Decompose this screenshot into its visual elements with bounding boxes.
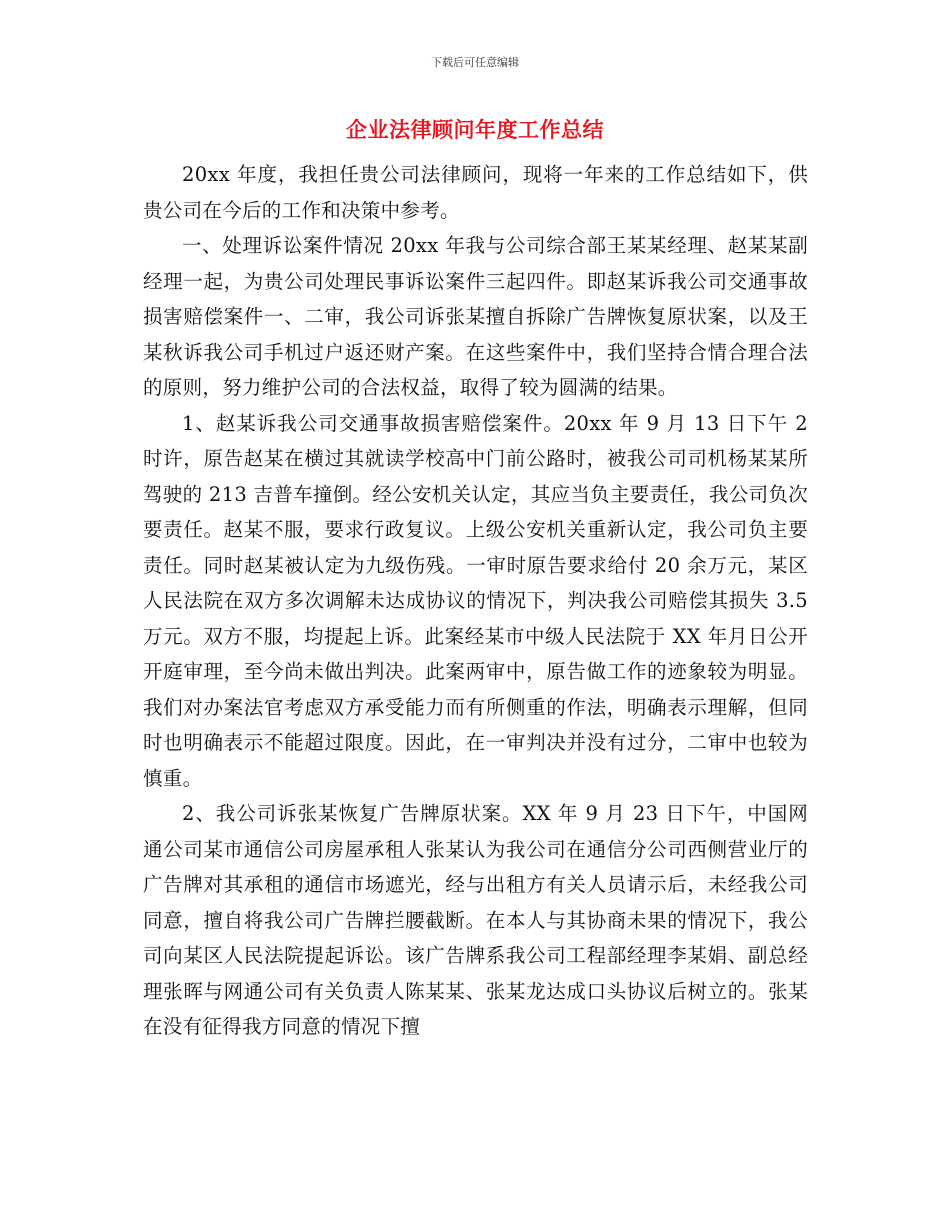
header-note: 下载后可任意编辑 xyxy=(431,56,519,69)
paragraph-section-1: 一、处理诉讼案件情况 20xx 年我与公司综合部王某某经理、赵某某副经理一起，为贵公司处理民事诉讼案件三起四件。即赵某诉我公司交通事故损害赔偿案件一、二审，我公司诉张某擅自拆除广告牌恢复原状案，以及王某秋诉我公司手机过户返还财产案。在这些案件中，我们坚持合情合理合法的原则，努力维护公司的合法权益，取得了较为圆满的结果。 xyxy=(143,234,808,399)
paragraph-case-2: 2、我公司诉张某恢复广告牌原状案。XX 年 9 月 23 日下午，中国网通公司某市通信公司房屋承租人张某认为我公司在通信分公司西侧营业厅的广告牌对其承租的通信市场遮光，经与出租方有关人员请示后，未经我公司同意，擅自将我公司广告牌拦腰截断。在本人与其协商未果的情况下，我公司向某区人民法院提起诉讼。该广告牌系我公司工程部经理李某娟、副总经理张晖与网通公司有关负责人陈某某、张某龙达成口头协议后树立的。张某在没有征得我方同意的情况下擅 xyxy=(143,802,808,1038)
paragraph-intro: 20xx 年度，我担任贵公司法律顾问，现将一年来的工作总结如下，供贵公司在今后的工作和决策中参考。 xyxy=(143,163,808,222)
document-title: 企业法律顾问年度工作总结 xyxy=(346,118,604,142)
document-body xyxy=(143,157,808,1045)
paragraph-case-1: 1、赵某诉我公司交通事故损害赔偿案件。20xx 年 9 月 13 日下午 2 时许，原告赵某在横过其就读学校高中门前公路时，被我公司司机杨某某所驾驶的 213 吉普车撞倒。经公安机关认定，其应当负主要责任，我公司负次要责任。赵某不服，要求行政复议。上级公安机关重新认定，我公司负主要责任。同时赵某被认定为九级伤残。一审时原告要求给付 20 余万元，某区人民法院在双方多次调解未达成协议的情况下，判决我公司赔偿其损失 3.5 万元。双方不服，均提起上诉。此案经某市中级人民法院于 XX 年月日公开开庭审理，至今尚未做出判决。此案两审中，原告做工作的迹象较为明显。我们对办案法官考虑双方承受能力而有所侧重的作法，明确表示理解，但同时也明确表示不能超过限度。因此，在一审判决并没有过分，二审中也较为慎重。 xyxy=(143,411,808,790)
